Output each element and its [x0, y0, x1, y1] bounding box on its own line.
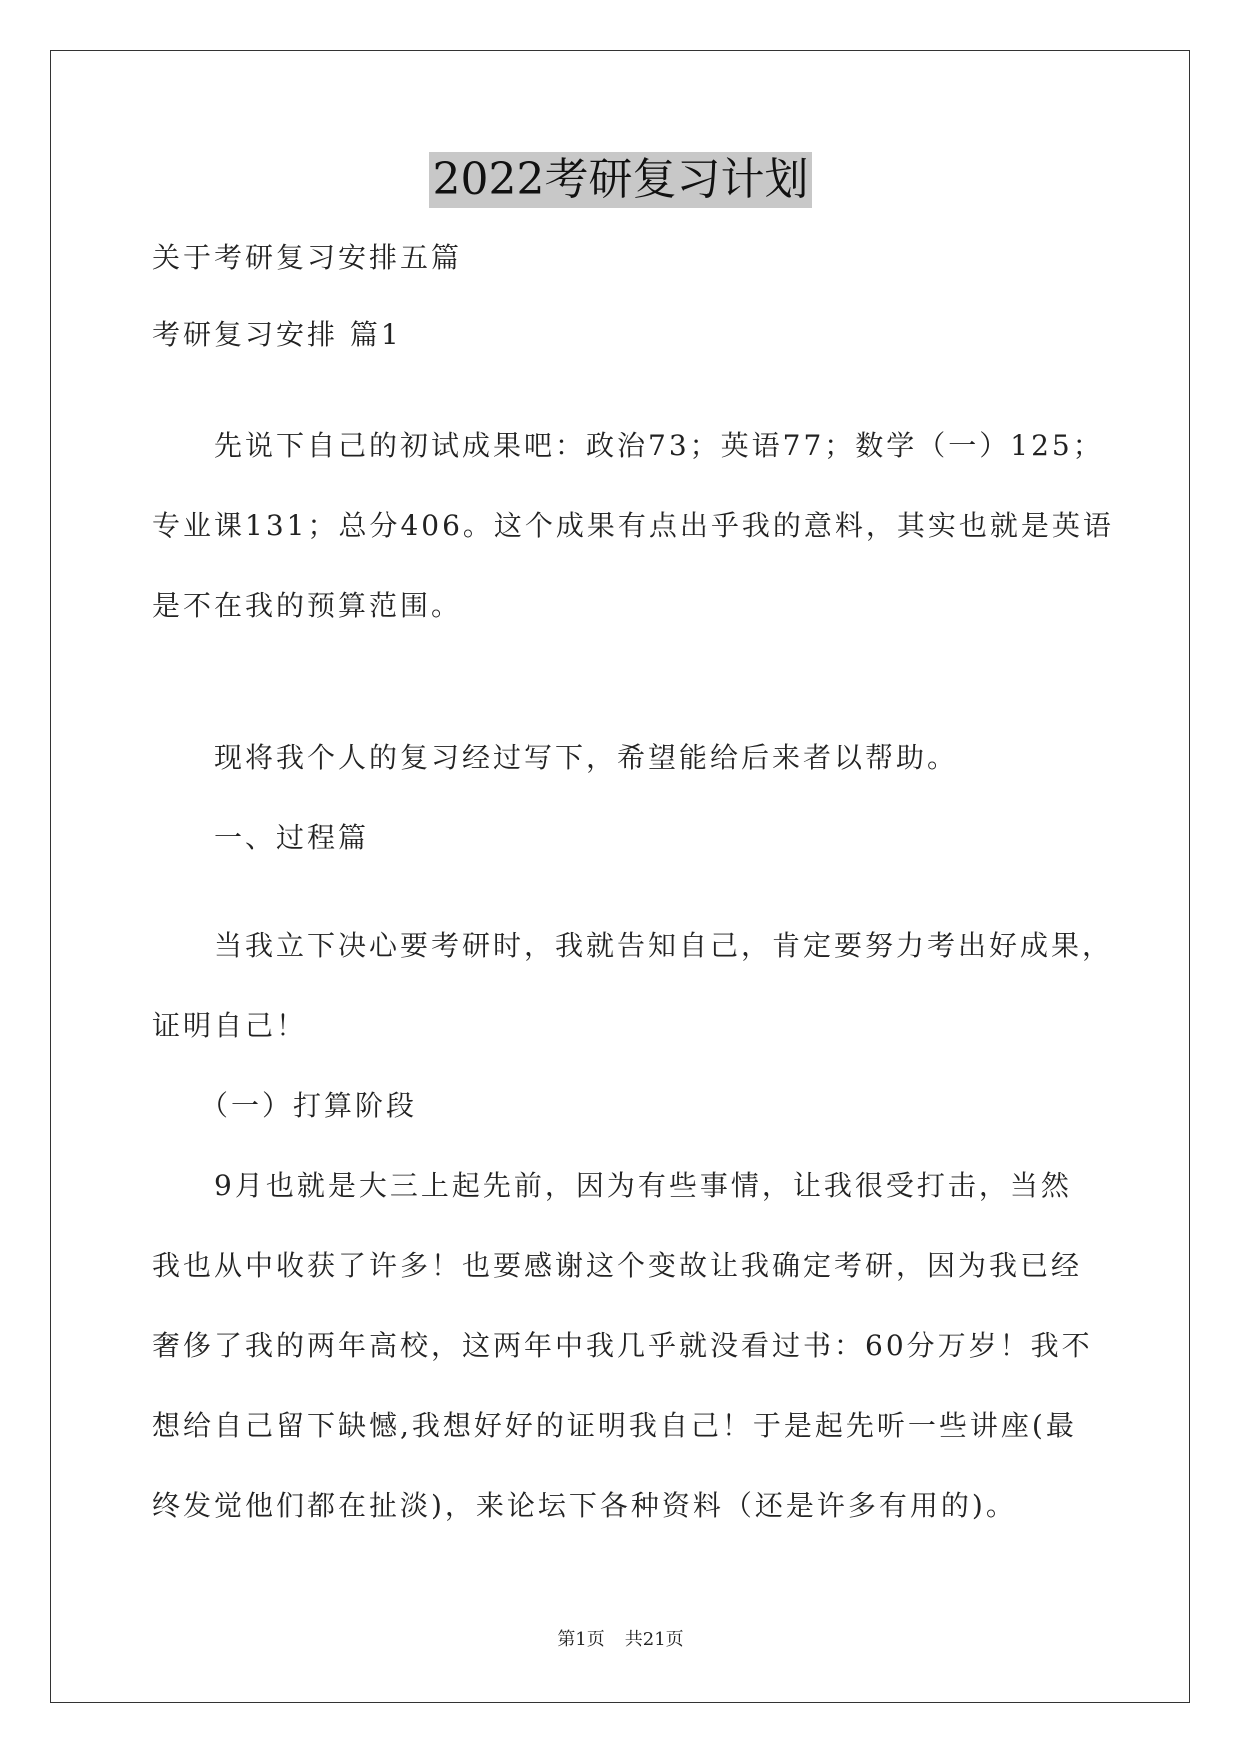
paragraph-line: 奢侈了我的两年高校，这两年中我几乎就没看过书：60分万岁！我不 — [152, 1329, 1093, 1362]
paragraph-line: 终发觉他们都在扯淡)，来论坛下各种资料（还是许多有用的)。 — [152, 1489, 1017, 1522]
page-border — [50, 50, 1190, 1703]
paragraph-line: 专业课131；总分406。这个成果有点出乎我的意料，其实也就是英语 — [152, 509, 1114, 542]
total-pages: 共21页 — [624, 1629, 684, 1650]
paragraph-line: 现将我个人的复习经过写下，希望能给后来者以帮助。 — [214, 741, 959, 774]
title-container — [0, 152, 1241, 208]
subtitle-line: 关于考研复习安排五篇 — [152, 241, 463, 274]
paragraph-line: 先说下自己的初试成果吧：政治73；英语77；数学（一）125； — [214, 429, 1104, 462]
paragraph-line: 当我立下决心要考研时，我就告知自己，肯定要努力考出好成果， — [214, 929, 1114, 962]
paragraph-line: 证明自己！ — [152, 1009, 308, 1042]
paragraph-line: 是不在我的预算范围。 — [152, 589, 463, 622]
page-footer — [0, 1628, 1241, 1652]
paragraph-line: 9月也就是大三上起先前，因为有些事情，让我很受打击，当然 — [214, 1169, 1072, 1202]
section-heading: 考研复习安排 篇1 — [152, 318, 402, 351]
document-title: 2022考研复习计划 — [429, 152, 813, 208]
paragraph-line: 想给自己留下缺憾,我想好好的证明我自己！于是起先听一些讲座(最 — [152, 1409, 1077, 1442]
paragraph-line: 我也从中收获了许多！也要感谢这个变故让我确定考研，因为我已经 — [152, 1249, 1083, 1282]
page-number: 第1页 — [557, 1629, 605, 1650]
section-subheading: （一）打算阶段 — [200, 1089, 418, 1122]
section-subheading: 一、过程篇 — [214, 821, 370, 854]
